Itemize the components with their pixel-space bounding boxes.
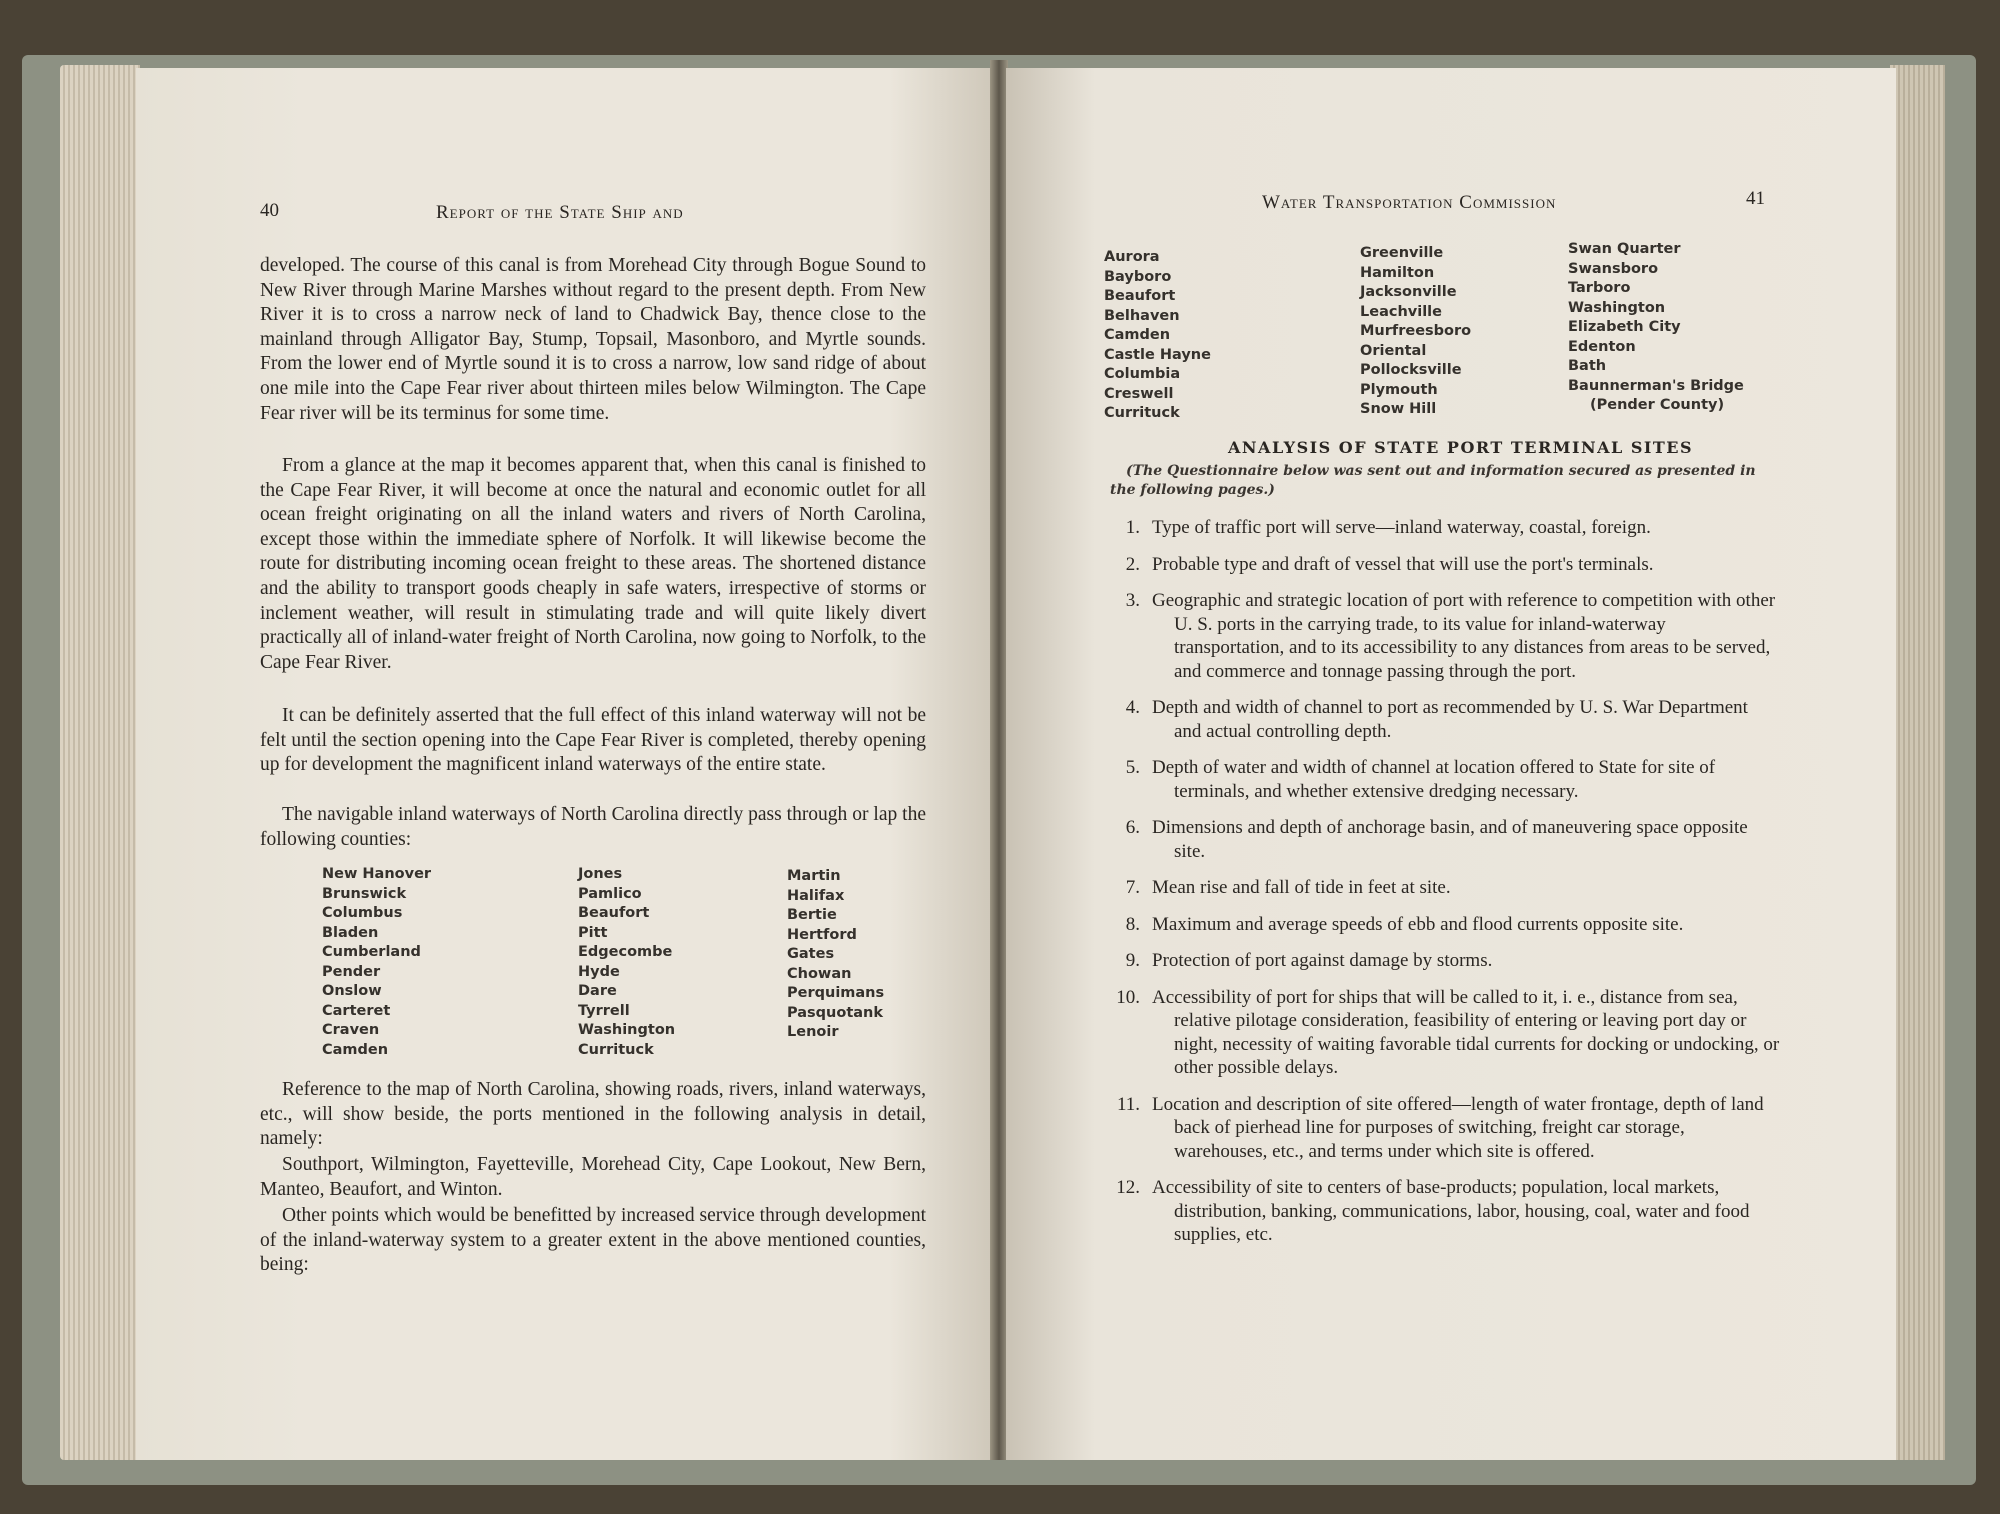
town-item: Tarboro	[1568, 280, 1631, 296]
county-item: Hertford	[787, 926, 857, 943]
question-text: Depth of water and width of channel at location offered to State for site of terminals, and whether extensive dredging necessary.	[1152, 757, 1716, 802]
county-item: Edgecombe	[578, 944, 673, 960]
page-edges-right	[1890, 65, 1945, 1460]
town-item: Columbia	[1104, 366, 1181, 382]
county-item: New Hanover	[322, 866, 432, 882]
question-number: 3.	[1125, 590, 1140, 611]
left-page	[136, 68, 992, 1460]
town-item: Leachville	[1360, 303, 1442, 320]
town-item: Plymouth	[1360, 381, 1438, 398]
town-item: (Pender County)	[1590, 397, 1725, 413]
question-item	[1106, 913, 1780, 937]
town-item: Currituck	[1104, 405, 1180, 421]
running-head-right: Water Transportation Commission	[1262, 192, 1557, 213]
question-text: Depth and width of channel to port as recommended by U. S. War Department and actual controlling depth.	[1152, 697, 1748, 742]
county-item: Brunswick	[322, 885, 407, 902]
paragraph-1: developed. The course of this canal is from Morehead City through Bogue Sound to New River through Marine Marshes without regard to the present depth. From New River it is to cross a narrow neck of land to Chadwick Bay, thence close to the mainland through Alligator Bay, Stump, Topsail, Masonboro, and Myrtle sounds. From the lower end of Myrtle sound it is to cross a narrow, low sand ridge of about one mile into the Cape Fear river about thirteen miles below Wilmington. The Cape Fear river will be its terminus for some time.	[260, 255, 926, 424]
county-item: Onslow	[322, 983, 382, 999]
town-item: Snow Hill	[1360, 401, 1437, 417]
town-column-3	[1568, 240, 1744, 416]
question-item	[1106, 816, 1780, 863]
county-item: Pitt	[578, 924, 608, 941]
running-head-left: Report of the State Ship and	[436, 202, 684, 223]
county-item: Currituck	[578, 1041, 654, 1058]
county-item: Perquimans	[787, 985, 885, 1001]
question-text: Location and description of site offered—length of water frontage, depth of land back of pierhead line for purposes of switching, freight car storage, warehouses, etc., and terms under which site is offered.	[1152, 1093, 1764, 1162]
county-item: Gates	[787, 946, 835, 962]
county-item: Halifax	[787, 887, 845, 904]
question-item	[1106, 516, 1780, 540]
question-number: 1.	[1125, 517, 1140, 538]
county-item: Tyrrell	[578, 1002, 630, 1019]
town-item: Creswell	[1104, 385, 1174, 402]
questionnaire-list	[1106, 516, 1780, 1260]
section-heading: ANALYSIS OF STATE PORT TERMINAL SITES	[1228, 438, 1694, 457]
paragraph-7: Other points which would be benefitted by increased service through development of the inland-waterway system to a greater extent in the above mentioned counties, being:	[260, 1205, 926, 1276]
town-item: Murfreesboro	[1360, 323, 1472, 339]
question-number: 9.	[1125, 950, 1140, 971]
county-item: Pamlico	[578, 885, 642, 902]
paragraph-5: Reference to the map of North Carolina, showing roads, rivers, inland waterways, etc., will show beside, the ports mentioned in the following analysis in detail, namely:	[260, 1079, 926, 1150]
county-item: Camden	[322, 1041, 389, 1058]
town-item: Swan Quarter	[1568, 241, 1681, 257]
question-number: 6.	[1125, 817, 1140, 838]
question-text: Protection of port against damage by storms.	[1152, 950, 1493, 971]
county-item: Pender	[322, 963, 381, 980]
county-column-2	[578, 865, 675, 1060]
town-item: Camden	[1104, 327, 1171, 343]
question-number: 11.	[1116, 1093, 1140, 1115]
question-number: 12.	[1116, 1177, 1140, 1198]
question-text: Dimensions and depth of anchorage basin, and of maneuvering space opposite site.	[1152, 817, 1748, 862]
town-item: Bayboro	[1104, 268, 1172, 285]
town-item: Oriental	[1360, 342, 1427, 359]
county-item: Chowan	[787, 965, 852, 982]
county-item: Columbus	[322, 905, 403, 921]
town-item: Beaufort	[1104, 288, 1176, 304]
county-item: Martin	[787, 868, 841, 884]
county-item: Hyde	[578, 963, 620, 980]
question-item	[1106, 1176, 1780, 1247]
county-item: Bladen	[322, 924, 379, 941]
town-item: Greenville	[1360, 245, 1444, 261]
question-item	[1106, 553, 1780, 577]
county-item: Pasquotank	[787, 1004, 883, 1021]
question-item	[1106, 756, 1780, 803]
question-number: 8.	[1125, 913, 1140, 935]
town-column-1	[1104, 248, 1211, 424]
page-number-left: 40	[260, 200, 279, 221]
town-column-2	[1360, 244, 1471, 420]
paragraph-2: From a glance at the map it becomes apparent that, when this canal is finished to the Cape Fear River, it will become at once the natural and economic outlet for all ocean freight originating on all the inland waters and rivers of North Carolina, except those within the immediate sphere of Norfolk. It will likewise become the route for distributing incoming ocean freight to these areas. The shortened distance and the ability to transport goods cheaply in safe waters, irrespective of storms or inclement weather, will result in stimulating trade and will quite likely divert practically all of inland-water freight of North Carolina, now going to Norfolk, to the Cape Fear River.	[260, 455, 926, 673]
question-number: 7.	[1125, 877, 1140, 898]
question-item	[1106, 1093, 1780, 1164]
right-page	[1006, 68, 1896, 1460]
paragraph-4: The navigable inland waterways of North Carolina directly pass through or lap the following counties:	[260, 804, 926, 850]
town-item: Belhaven	[1104, 307, 1180, 324]
town-item: Washington	[1568, 299, 1666, 316]
question-number: 10.	[1116, 986, 1140, 1008]
page-edges-left	[60, 65, 140, 1460]
town-item: Jacksonville	[1360, 284, 1457, 300]
town-item: Aurora	[1104, 249, 1160, 265]
paragraph-6: Southport, Wilmington, Fayetteville, Morehead City, Cape Lookout, New Bern, Manteo, Beaufort, and Winton.	[260, 1154, 926, 1200]
county-item: Beaufort	[578, 905, 650, 921]
county-item: Dare	[578, 983, 617, 999]
question-text: Type of traffic port will serve—inland waterway, coastal, foreign.	[1152, 517, 1651, 538]
question-item	[1106, 876, 1780, 900]
questionnaire-note: (The Questionnaire below was sent out and information secured as presented in the following pages.)	[1110, 463, 1756, 498]
county-item: Bertie	[787, 907, 837, 923]
town-item: Edenton	[1568, 338, 1636, 355]
county-column-3	[787, 867, 884, 1043]
town-item: Castle Hayne	[1104, 346, 1211, 363]
question-text: Accessibility of site to centers of base-products; population, local markets, distribution, banking, communications, labor, housing, coal, water and food supplies, etc.	[1152, 1177, 1750, 1245]
town-item: Pollocksville	[1360, 362, 1462, 378]
question-number: 5.	[1125, 757, 1140, 778]
question-text: Accessibility of port for ships that will be called to it, i. e., distance from sea, relative pilotage consideration, feasibility of entering or leaving port day or night, necessity of waiting favorable tidal currents for docking or undocking, or other possible delays.	[1152, 986, 1780, 1078]
question-item	[1106, 949, 1780, 973]
question-item	[1106, 696, 1780, 743]
county-item: Washington	[578, 1022, 676, 1038]
question-number: 4.	[1125, 697, 1140, 718]
question-item	[1106, 589, 1780, 683]
town-item: Swansboro	[1568, 260, 1659, 277]
county-item: Cumberland	[322, 944, 421, 960]
town-item: Hamilton	[1360, 264, 1435, 281]
question-text: Mean rise and fall of tide in feet at site.	[1152, 877, 1451, 898]
county-item: Lenoir	[787, 1024, 839, 1040]
question-item	[1106, 986, 1780, 1080]
question-text: Geographic and strategic location of port with reference to competition with other U. S. ports in the carrying trade, to its value for inland-waterway transportation, and to its accessibility to any distances from areas to be served, and commerce and tonnage passing through the port.	[1152, 590, 1776, 682]
question-text: Probable type and draft of vessel that will use the port's terminals.	[1152, 553, 1654, 575]
paragraph-3: It can be definitely asserted that the full effect of this inland waterway will not be felt until the section opening into the Cape Fear River is completed, thereby opening up for development the magnificent inland waterways of the entire state.	[260, 705, 926, 776]
question-number: 2.	[1125, 553, 1140, 575]
county-item: Jones	[578, 866, 623, 882]
page-number-right: 41	[1746, 188, 1765, 209]
town-item: Elizabeth City	[1568, 319, 1681, 335]
county-column-1	[322, 865, 431, 1060]
town-item: Baunnerman's Bridge	[1568, 377, 1744, 394]
town-item: Bath	[1568, 358, 1607, 374]
question-text: Maximum and average speeds of ebb and flood currents opposite site.	[1152, 913, 1684, 935]
county-item: Craven	[322, 1022, 380, 1038]
county-item: Carteret	[322, 1002, 391, 1019]
